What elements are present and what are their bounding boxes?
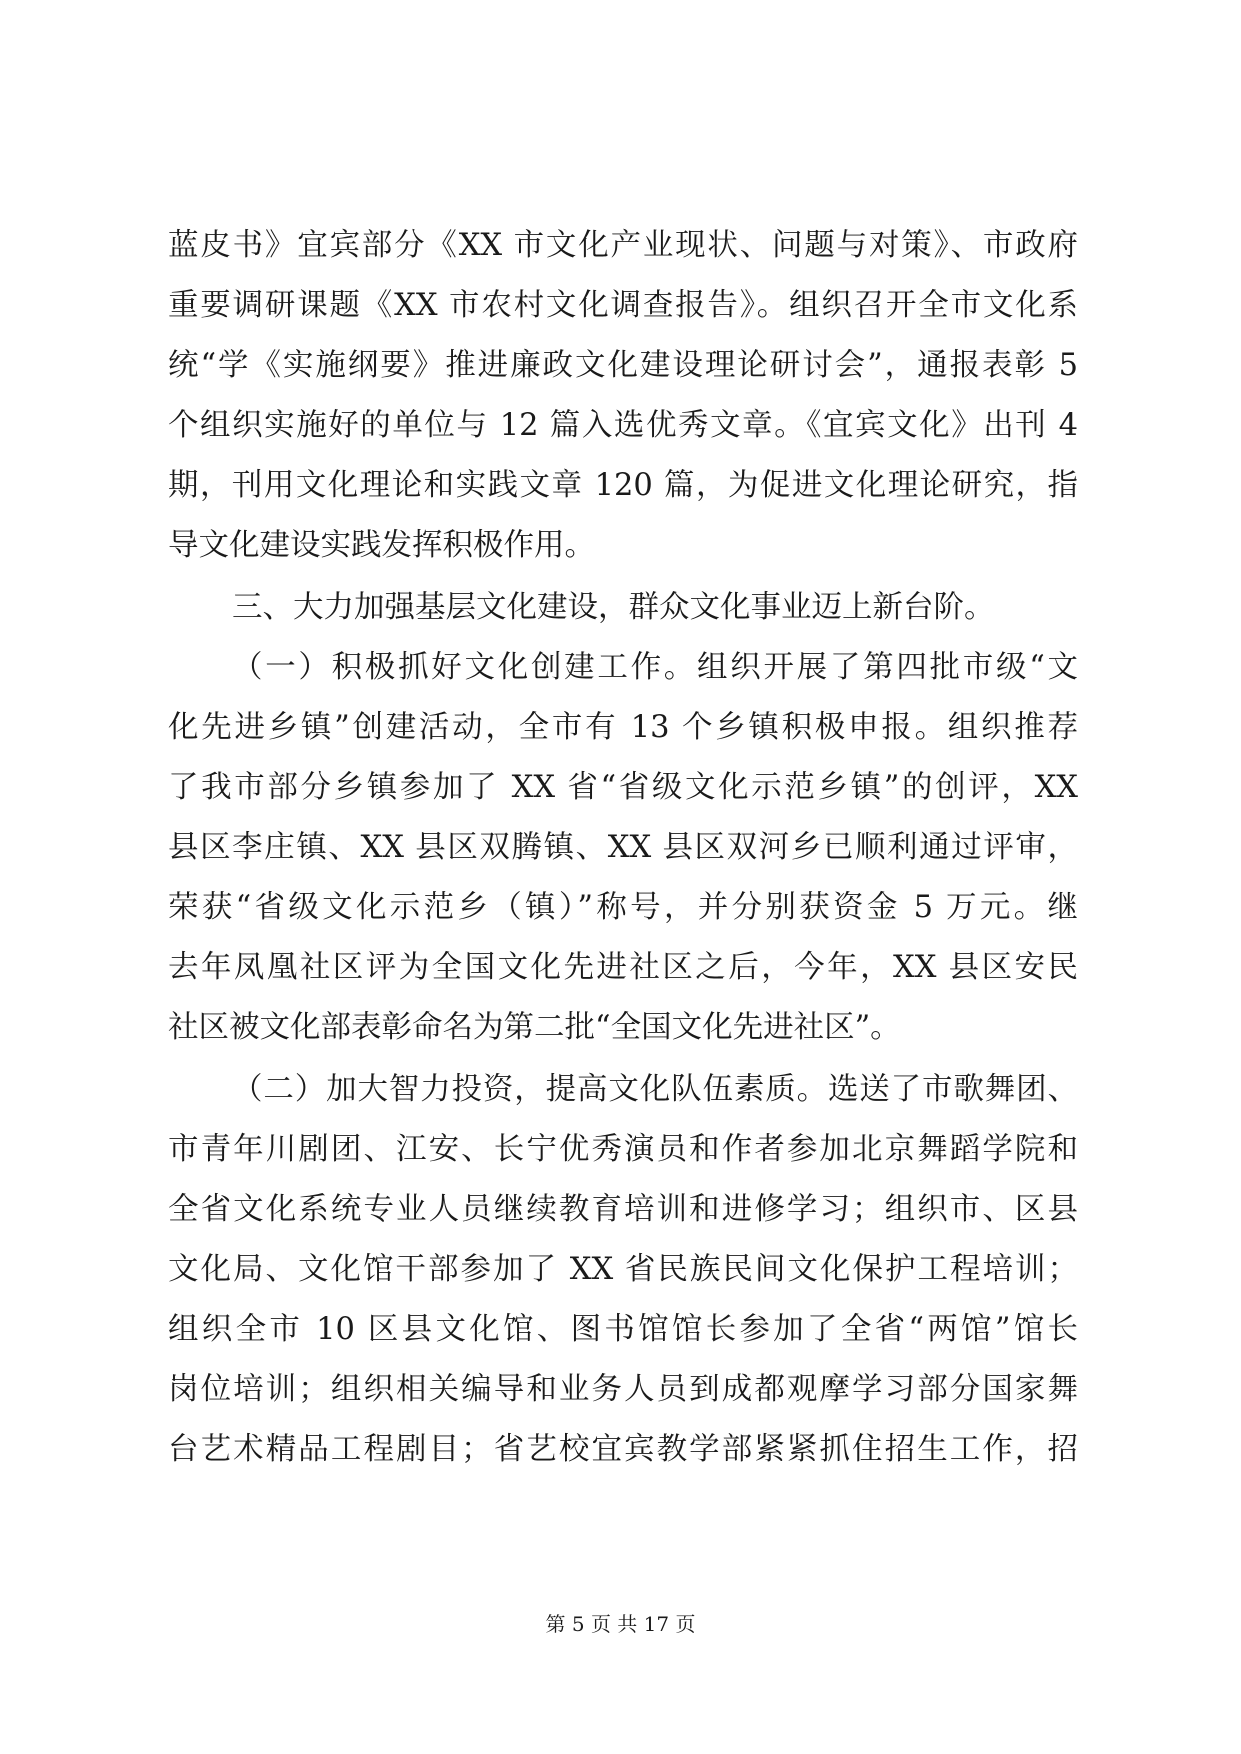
paragraph-line: 期，刊用文化理论和实践文章 120 篇，为促进文化理论研究，指	[168, 468, 1078, 503]
paragraph-line: 文化局、文化馆干部参加了 XX 省民族民间文化保护工程培训；	[168, 1252, 1078, 1287]
subsection-heading-line: （二）加大智力投资，提高文化队伍素质。选送了市歌舞团、	[232, 1072, 1078, 1107]
section-heading: 三、大力加强基层文化建设，群众文化事业迈上新台阶。	[232, 590, 995, 625]
paragraph-line: 导文化建设实践发挥积极作用。	[168, 528, 595, 563]
paragraph-line: 统“学《实施纲要》推进廉政文化建设理论研讨会”，通报表彰 5	[168, 348, 1078, 383]
paragraph-line: 县区李庄镇、XX 县区双腾镇、XX 县区双河乡已顺利通过评审，	[168, 830, 1078, 865]
paragraph-line: 重要调研课题《XX 市农村文化调查报告》。组织召开全市文化系	[168, 288, 1078, 323]
subsection-heading-line: （一）积极抓好文化创建工作。组织开展了第四批市级“文	[232, 650, 1078, 685]
paragraph-line: 岗位培训；组织相关编导和业务人员到成都观摩学习部分国家舞	[168, 1372, 1078, 1407]
paragraph-line: 个组织实施好的单位与 12 篇入选优秀文章。《宜宾文化》出刊 4	[168, 408, 1078, 443]
paragraph-line: 社区被文化部表彰命名为第二批“全国文化先进社区”。	[168, 1010, 901, 1045]
paragraph-line: 蓝皮书》宜宾部分《XX 市文化产业现状、问题与对策》、市政府	[168, 228, 1078, 263]
paragraph-line: 去年凤凰社区评为全国文化先进社区之后，今年，XX 县区安民	[168, 950, 1078, 985]
paragraph-line: 组织全市 10 区县文化馆、图书馆馆长参加了全省“两馆”馆长	[168, 1312, 1078, 1347]
paragraph-line: 台艺术精品工程剧目；省艺校宜宾教学部紧紧抓住招生工作，招	[168, 1432, 1078, 1467]
paragraph-line: 了我市部分乡镇参加了 XX 省“省级文化示范乡镇”的创评，XX	[168, 770, 1078, 805]
paragraph-line: 市青年川剧团、江安、长宁优秀演员和作者参加北京舞蹈学院和	[168, 1132, 1078, 1167]
paragraph-line: 化先进乡镇”创建活动，全市有 13 个乡镇积极申报。组织推荐	[168, 710, 1078, 745]
paragraph-line: 全省文化系统专业人员继续教育培训和进修学习；组织市、区县	[168, 1192, 1078, 1227]
paragraph-line: 荣获“省级文化示范乡（镇）”称号，并分别获资金 5 万元。继	[168, 890, 1078, 925]
page-number-footer: 第 5 页 共 17 页	[545, 1612, 696, 1636]
